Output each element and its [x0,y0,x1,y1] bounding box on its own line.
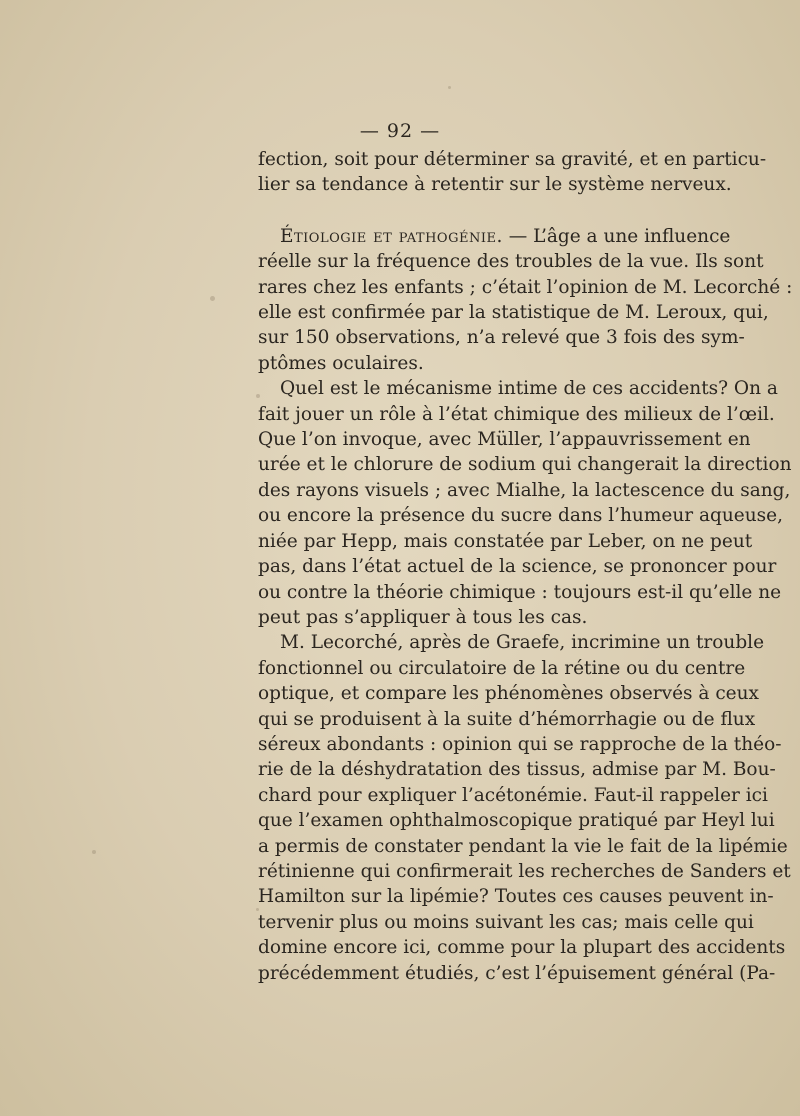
text-line: urée et le chlorure de sodium qui changerait la direction [258,454,792,476]
text-line: rétinienne qui confirmerait les recherches de Sanders et [258,860,791,882]
paper-speck [706,690,709,693]
text-line: fonctionnel ou circulatoire de la rétine ou du centre [258,657,746,679]
paper-speck [256,908,259,911]
text-line: ou contre la théorie chimique : toujours est-il qu’elle ne [258,581,782,603]
paper-speck [256,394,260,398]
body-text [258,147,793,986]
paper-speck [210,296,215,301]
paper-speck [92,850,96,854]
text-line: ou encore la présence du sucre dans l’humeur aqueuse, [258,505,783,527]
text-line: sur 150 observations, n’a relevé que 3 fois des sym- [258,327,745,349]
text-line: niée par Hepp, mais constatée par Leber, on ne peut [258,530,753,552]
text-line: chard pour expliquer l’acétonémie. Faut-il rappeler ici [258,784,768,806]
paragraph-gap [258,198,700,224]
text-line [258,224,731,249]
text-line: Que l’on invoque, avec Müller, l’appauvrissement en [258,429,751,451]
text-line: tervenir plus ou moins suivant les cas; mais celle qui [258,911,754,933]
text-line: ptômes oculaires. [258,352,424,374]
text-line: pas, dans l’état actuel de la science, se prononcer pour [258,556,777,578]
text-line: a permis de constater pendant la vie le fait de la lipémie [258,835,788,857]
text-line: Quel est le mécanisme intime de ces accidents? On a [280,378,778,400]
paragraph-3 [258,376,792,630]
text-line: lier sa tendance à retentir sur le système nerveux. [258,174,732,196]
paragraph-2 [258,224,793,376]
text-line: elle est confirmée par la statistique de M. Leroux, qui, [258,302,769,324]
paragraph-4 [258,630,791,986]
text-line: optique, et compare les phénomènes observés à ceux [258,683,759,705]
page-number: — 92 — [359,120,441,142]
text-line: Hamilton sur la lipémie? Toutes ces causes peuvent in- [258,886,774,908]
text-line: que l’examen ophthalmoscopique pratiqué par Heyl lui [258,810,775,832]
section-heading: Étiologie et pathogénie. [280,225,503,247]
text-line: fait jouer un rôle à l’état chimique des milieux de l’œil. [258,403,775,425]
heading-continuation: — L’âge a une influence [508,225,731,247]
text-line: M. Lecorché, après de Graefe, incrimine un trouble [280,632,765,654]
text-line: qui se produisent à la suite d’hémorrhagie ou de flux [258,708,756,730]
paragraph-1 [258,147,767,198]
text-line: peut pas s’appliquer à tous les cas. [258,606,588,628]
text-line: domine encore ici, comme pour la plupart des accidents [258,937,786,959]
text-line: des rayons visuels ; avec Mialhe, la lactescence du sang, [258,479,791,501]
text-line: réelle sur la fréquence des troubles de la vue. Ils sont [258,251,764,273]
text-line: rares chez les enfants ; c’était l’opinion de M. Lecorché : [258,276,793,298]
text-line: fection, soit pour déterminer sa gravité, et en particu- [258,149,767,170]
paper-speck [448,86,451,89]
text-line: séreux abondants : opinion qui se rapproche de la théo- [258,733,782,755]
text-line: rie de la déshydratation des tissus, admise par M. Bou- [258,759,776,781]
text-line: précédemment étudiés, c’est l’épuisement général (Pa- [258,962,776,984]
